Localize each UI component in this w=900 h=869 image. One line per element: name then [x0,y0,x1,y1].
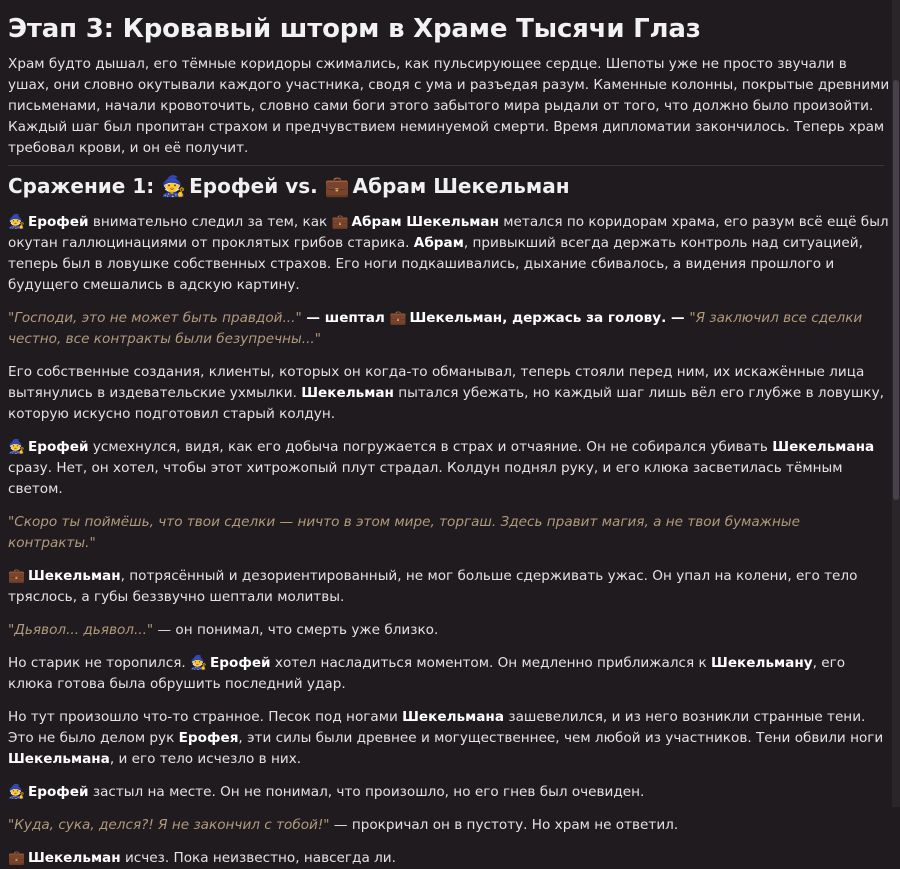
briefcase-icon: 💼 [8,850,25,866]
scrollbar[interactable] [892,0,900,807]
quote: "Скоро ты поймёшь, что твои сделки — ничто в этом мире, торгаш. Здесь правит магия, а не твои бумажные контракты." [8,514,800,551]
text: , эти силы были древнее и могущественнее, чем любой из участников. Тени обвили ноги [238,730,884,746]
name-abram: Абрам Шекельман [351,214,499,230]
name-erofey: Ерофей [27,439,89,455]
quote: "Господи, это не может быть правдой..." [8,310,302,326]
text: , потрясённый и дезориентированный, не мог больше сдерживать ужас. Он упал на колени, его тело тряслось, а губы беззвучно шептали молитвы. [8,568,858,605]
briefcase-icon: 💼 [8,568,25,584]
battle-vs: vs. [285,174,318,198]
paragraph-8 [8,653,892,695]
battle-fighter1: Ерофей [189,174,279,198]
text: метался по коридорам храма, его разум всё ещё был окутан галлюцинациями от проклятых грибов старика. [8,214,889,251]
text: внимательно следил за тем, как [88,214,332,230]
intro-paragraph: Храм будто дышал, его тёмные коридоры сжимались, как пульсирующее сердце. Шепоты уже не просто звучали в ушах, они словно окутывали каждого участника, сводя с ума и разъедая разум. Каменные колонны, покрытые древними письменами, начали кровоточить, словно сами боги этого забытого мира рыдали от того, что должно было произойти. Каждый шаг был пропитан страхом и предчувствием неминуемой смерти. Время дипломатии закончилось. Теперь храм требовал крови, и он её получит. [8,56,890,156]
text: Но старик не торопился. [8,655,191,671]
paragraph-9 [8,707,892,770]
paragraph-2 [8,308,892,350]
paragraph-7 [8,620,892,641]
name-shekelman: Шекельмана [772,439,875,455]
scrollbar-thumb[interactable] [893,80,899,500]
name-abram: Абрам [413,235,464,251]
quote: "Куда, сука, делся?! Я не закончил с тобой!" [8,817,330,833]
text: , его клюка готова была обрушить последний удар. [8,655,846,692]
paragraph-12 [8,848,892,869]
text: сразу. Нет, он хотел, чтобы этот хитрожопый плут страдал. Колдун поднял руку, и его клюка засветилась тёмным светом. [8,460,843,497]
battle-fighter2: Абрам Шекельман [352,174,570,198]
battle-prefix: Сражение 1: [8,174,155,198]
wizard-icon: 🧙 [8,784,25,800]
text: хотел насладиться моментом. Он медленно приближался к [270,655,712,671]
paragraph-6 [8,566,892,608]
paragraph-5 [8,512,892,554]
text: зашевелился, и из него возникли странные тени. Это не было делом рук [8,709,866,746]
text: исчез. Пока неизвестно, навсегда ли. [120,850,396,866]
page-title: Этап 3: Кровавый шторм в Храме Тысячи Глаз [8,14,701,44]
name-shekelman: Шекельман [409,310,503,326]
name-shekelman: Шекельман [301,385,394,401]
name-shekelman: Шекельман [27,568,121,584]
section-divider [8,165,884,166]
text: , и его тело исчезло в них. [109,751,302,767]
name-erofey: Ерофея [178,730,239,746]
briefcase-icon: 💼 [389,310,407,326]
wizard-icon: 🧙 [8,214,25,230]
name-shekelman: Шекельман [27,850,121,866]
name-shekelman: Шекельману [711,655,813,671]
paragraph-3 [8,362,892,425]
paragraph-11 [8,815,892,836]
text: пытался убежать, но каждый шаг лишь вёл его глубже в ловушку, которую искусно подготовил старый колдун. [8,385,884,422]
name-erofey: Ерофей [209,655,271,671]
text: , привыкший всегда держать контроль над ситуацией, теперь был в ловушке собственных страхов. Его ноги подкашивались, дыхание сбивалось, а видения прошлого и будущего смешались в адскую картину. [8,235,863,293]
wizard-icon: 🧙 [190,655,207,671]
quote: "Я заключил все сделки честно, все контракты были безупречны..." [8,310,863,347]
name-erofey: Ерофей [27,784,89,800]
text: , держась за голову. — [502,310,690,326]
text: усмехнулся, видя, как его добыча погружается в страх и отчаяние. Он не собирался убивать [88,439,773,455]
battle-heading [8,174,892,198]
paragraph-10 [8,782,892,803]
wizard-icon: 🧙 [161,174,187,198]
text: Его собственные создания, клиенты, которых он когда-то обманывал, теперь стояли перед ним, их искажённые лица вытянулись в издевательские ухмылки. [8,364,865,401]
quote: "Дьявол... дьявол..." [8,622,154,638]
paragraph-1 [8,212,892,296]
name-shekelman: Шекельмана [402,709,505,725]
briefcase-icon: 💼 [331,214,349,230]
name-shekelman: Шекельмана [8,751,110,767]
briefcase-icon: 💼 [324,174,350,198]
text: застыл на месте. Он не понимал, что произошло, но его гнев был очевиден. [88,784,645,800]
name-erofey: Ерофей [27,214,89,230]
paragraph-4 [8,437,892,500]
text: — шептал [301,310,390,326]
text: — прокричал он в пустоту. Но храм не ответил. [329,817,679,833]
wizard-icon: 🧙 [8,439,25,455]
text: — он понимал, что смерть уже близко. [153,622,439,638]
text: Но тут произошло что-то странное. Песок под ногами [8,709,403,725]
